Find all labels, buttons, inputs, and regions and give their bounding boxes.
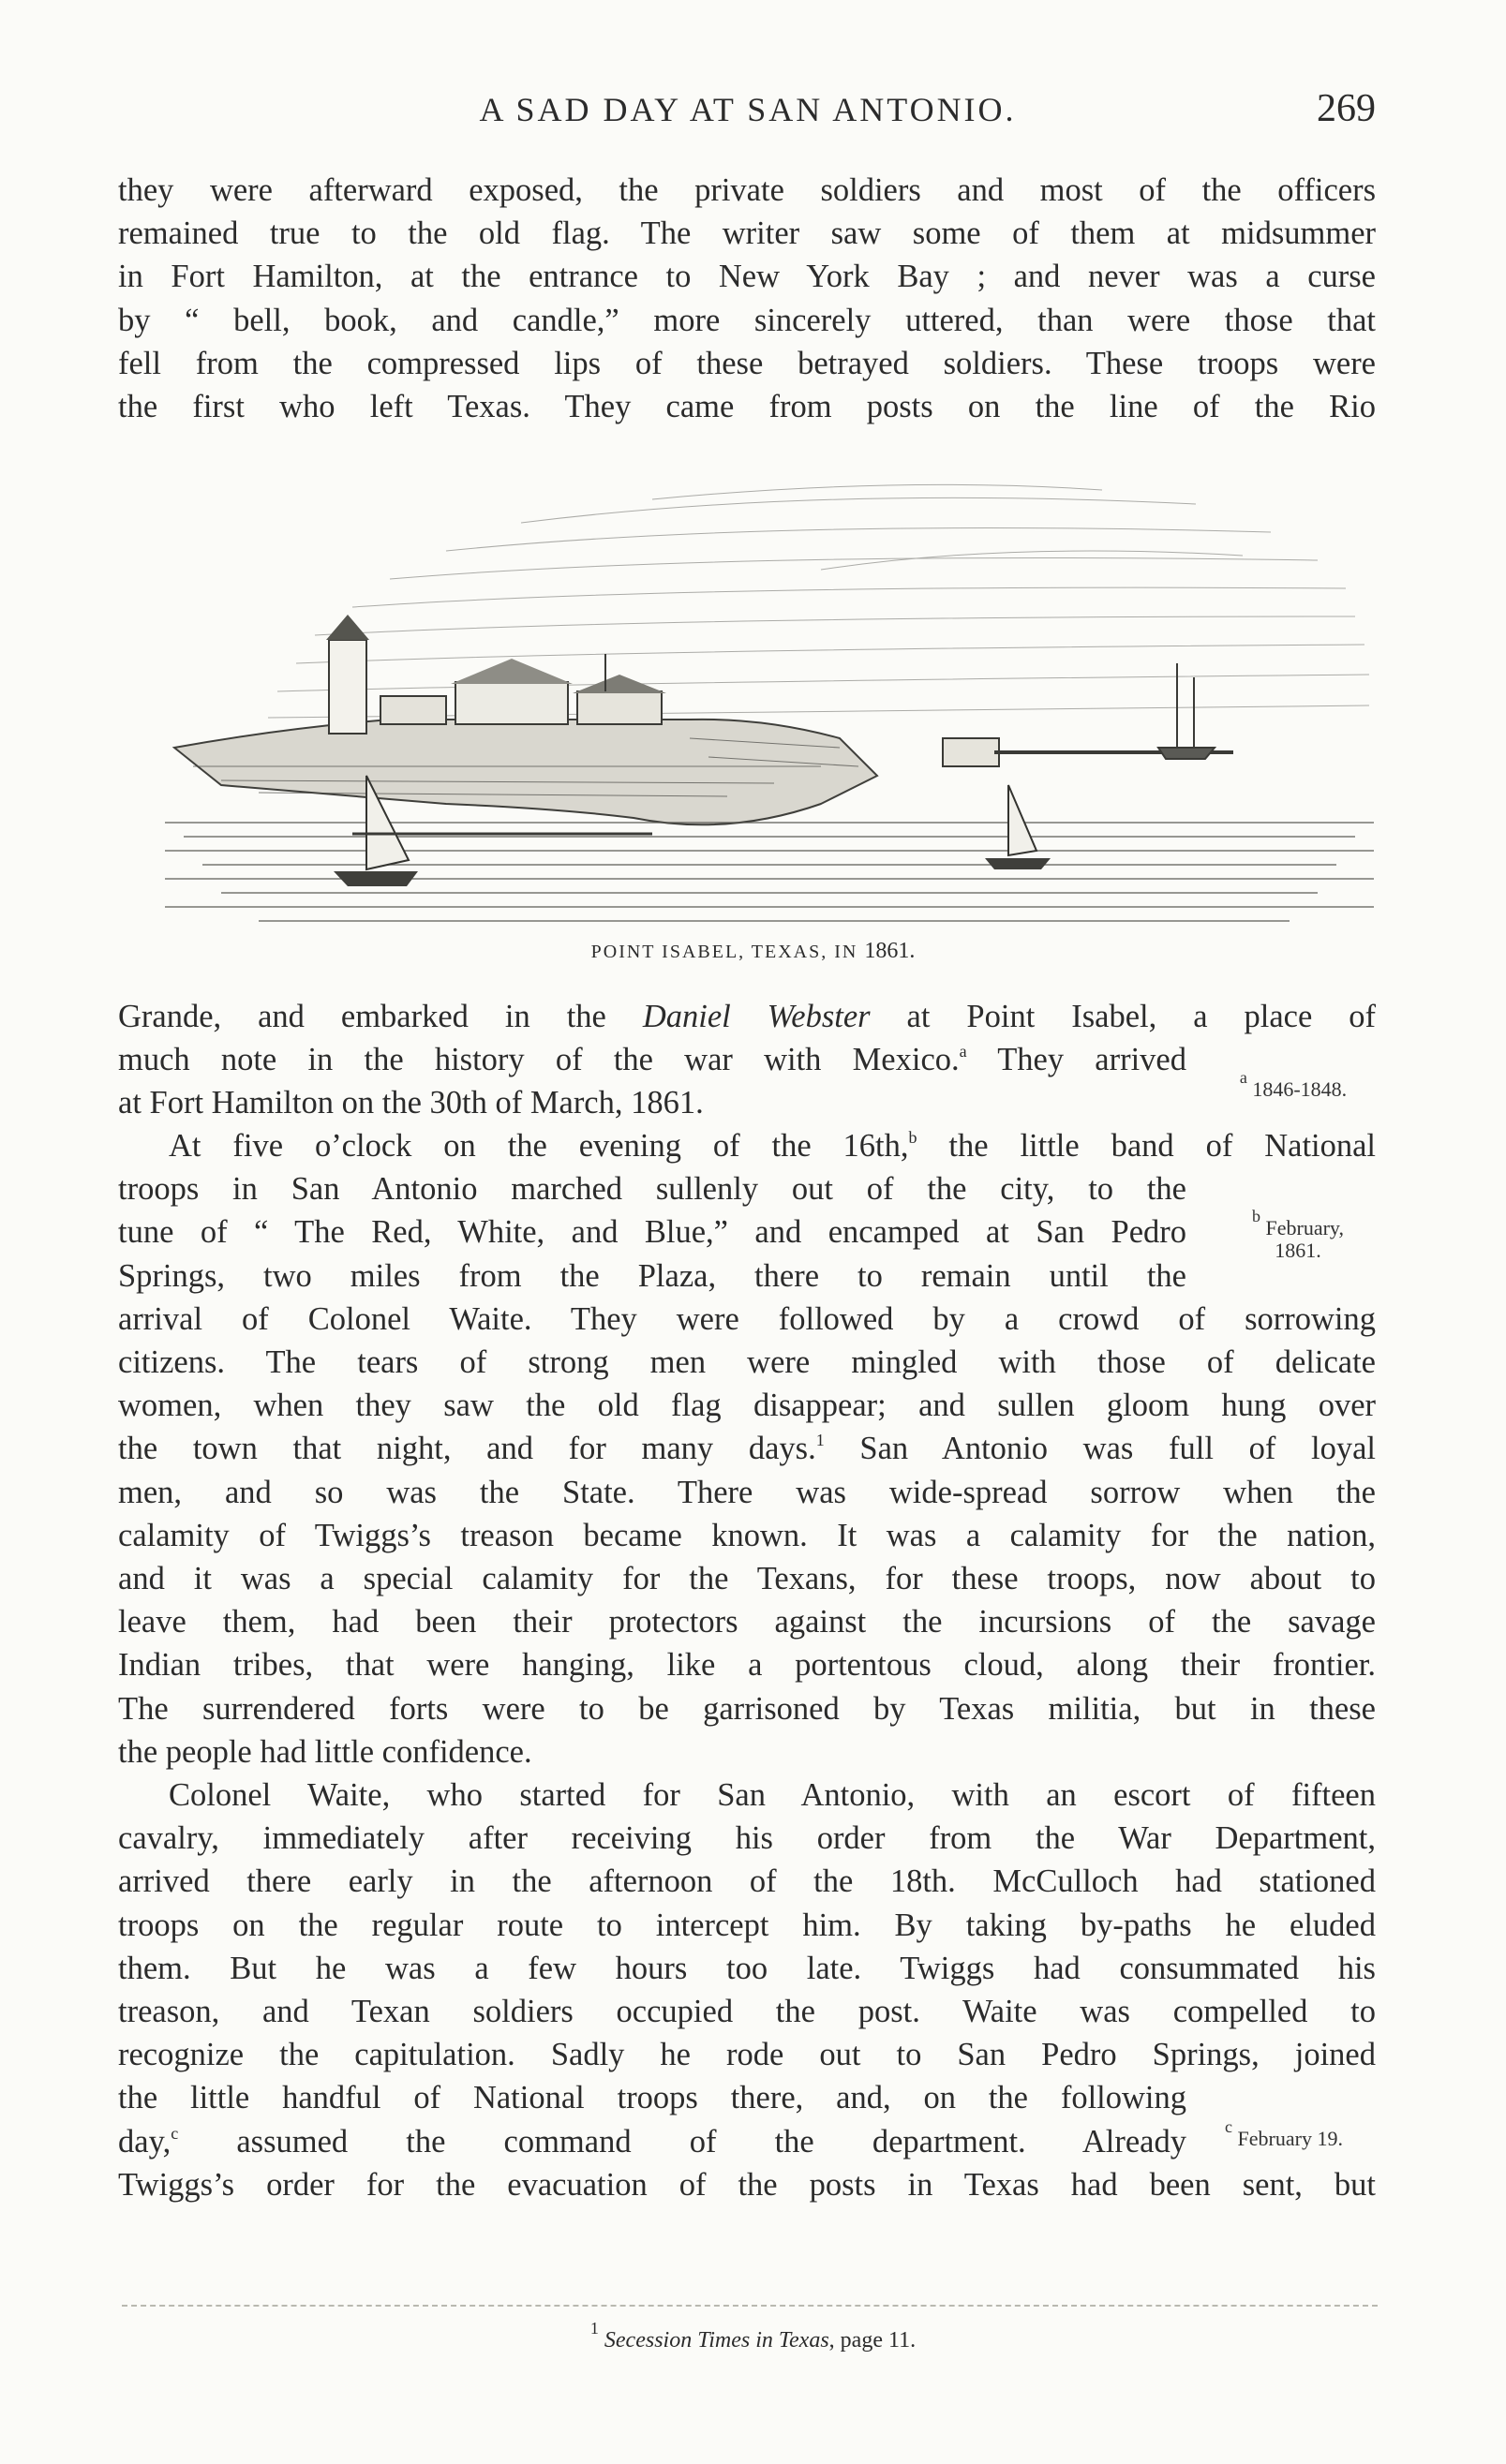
- text-line: Grande, and embarked in the Daniel Webster at Point Isabel, a place of: [118, 999, 1376, 1034]
- text-line: troops in San Antonio marched sullenly out of the city, to the: [118, 1171, 1186, 1208]
- text-line: much note in the history of the war with Mexico.$^a$ They arrived: [118, 1042, 1186, 1078]
- caption-year: 1861.: [864, 939, 916, 963]
- text-line: women, when they saw the old flag disappear; and sullen gloom hung over: [118, 1388, 1376, 1424]
- paragraph-2: [118, 995, 1376, 1125]
- side-note-a: $^a$ 1846-1848.: [1239, 1068, 1348, 1101]
- text-line: the little handful of National troops there, and, on the following: [118, 2080, 1186, 2116]
- lighthouse: [329, 640, 366, 734]
- text-line: Colonel Waite, who started for San Antonio, with an escort of fifteen: [169, 1777, 1376, 1813]
- text-line: At five o’clock on the evening of the 16th,$^b$ the little band of National: [169, 1128, 1377, 1164]
- text-line: they were afterward exposed, the private soldiers and most of the officers: [118, 172, 1376, 208]
- caption-text: POINT ISABEL, TEXAS, IN: [590, 942, 865, 962]
- side-note-b: $^b$ February, 1861.: [1252, 1207, 1344, 1262]
- text-line: the town that night, and for many days.$^1$ San Antonio was full of loyal: [118, 1431, 1376, 1467]
- footnote: $^1$ Secession Times in Texas, page 11.: [589, 2319, 917, 2353]
- footnote-divider: [122, 2305, 1378, 2307]
- text-line: Indian tribes, that were hanging, like a portentous cloud, along their frontier.: [118, 1647, 1376, 1684]
- text-line: men, and so was the State. There was wide-spread sorrow when the: [118, 1474, 1376, 1510]
- footnote-title: Secession Times in Texas: [604, 2328, 829, 2353]
- text-line: remained true to the old flag. The writer saw some of them at midsummer: [118, 215, 1376, 252]
- text-line: fell from the compressed lips of these betrayed soldiers. These troops were: [118, 345, 1376, 381]
- page-number: 269: [1317, 87, 1376, 130]
- running-head: A SAD DAY AT SAN ANTONIO.: [479, 91, 1017, 128]
- text-line: tune of “ The Red, White, and Blue,” and encamped at San Pedro: [118, 1214, 1186, 1251]
- boathouse: [943, 738, 999, 766]
- paragraph-4: [118, 1774, 1376, 2206]
- text-line: cavalry, immediately after receiving his order from the War Department,: [118, 1820, 1376, 1857]
- text-line: by “ bell, book, and candle,” more sincerely uttered, than were those that: [118, 302, 1376, 338]
- engraving-illustration: [165, 467, 1374, 935]
- sailing-ship: [1158, 663, 1215, 759]
- side-note-c: $^c$ February 19.: [1225, 2117, 1343, 2150]
- text-line: the people had little confidence.: [118, 1733, 532, 1770]
- text-line: Springs, two miles from the Plaza, there to remain until the: [118, 1257, 1186, 1294]
- barracks-building: [455, 682, 568, 724]
- text-line: troops on the regular route to intercept him. By taking by-paths he eluded: [118, 1907, 1376, 1943]
- paragraph-3: [118, 1124, 1376, 1774]
- text-line: Twiggs’s order for the evacuation of the posts in Texas had been sent, but: [118, 2166, 1376, 2203]
- text-line: them. But he was a few hours too late. Twiggs had consummated his: [118, 1950, 1376, 1986]
- land-mass: [174, 720, 877, 824]
- text-line: The surrendered forts were to be garrisoned by Texas militia, but in these: [118, 1690, 1376, 1727]
- paragraph-1: [118, 169, 1376, 428]
- text-line: and it was a special calamity for the Texans, for these troops, now about to: [118, 1561, 1376, 1597]
- ship-name: Daniel Webster: [642, 999, 871, 1034]
- page-header: [120, 87, 1376, 146]
- text-line: day,$^c$ assumed the command of the department. Already: [118, 2123, 1186, 2160]
- text-line: calamity of Twiggs’s treason became known. It was a calamity for the nation,: [118, 1517, 1376, 1553]
- text-line: arrived there early in the afternoon of the 18th. McCulloch had stationed: [118, 1863, 1376, 1900]
- text-line: arrival of Colonel Waite. They were followed by a crowd of sorrowing: [118, 1300, 1376, 1337]
- figure-caption: [0, 939, 1506, 964]
- sky-hatching: [268, 484, 1369, 718]
- text-line: leave them, had been their protectors against the incursions of the savage: [118, 1604, 1376, 1640]
- text-line: at Fort Hamilton on the 30th of March, 1861.: [118, 1085, 704, 1121]
- text-line: recognize the capitulation. Sadly he rode out to San Pedro Springs, joined: [118, 2037, 1376, 2073]
- text-line: citizens. The tears of strong men were mingled with those of delicate: [118, 1344, 1376, 1381]
- engraving-point-isabel: [165, 467, 1374, 935]
- text-line: the first who left Texas. They came from posts on the line of the Rio: [118, 389, 1376, 425]
- text-line: treason, and Texan soldiers occupied the post. Waite was compelled to: [118, 1994, 1376, 2030]
- sailboat-right: [985, 785, 1051, 869]
- text-line: in Fort Hamilton, at the entrance to New York Bay ; and never was a curse: [118, 259, 1376, 295]
